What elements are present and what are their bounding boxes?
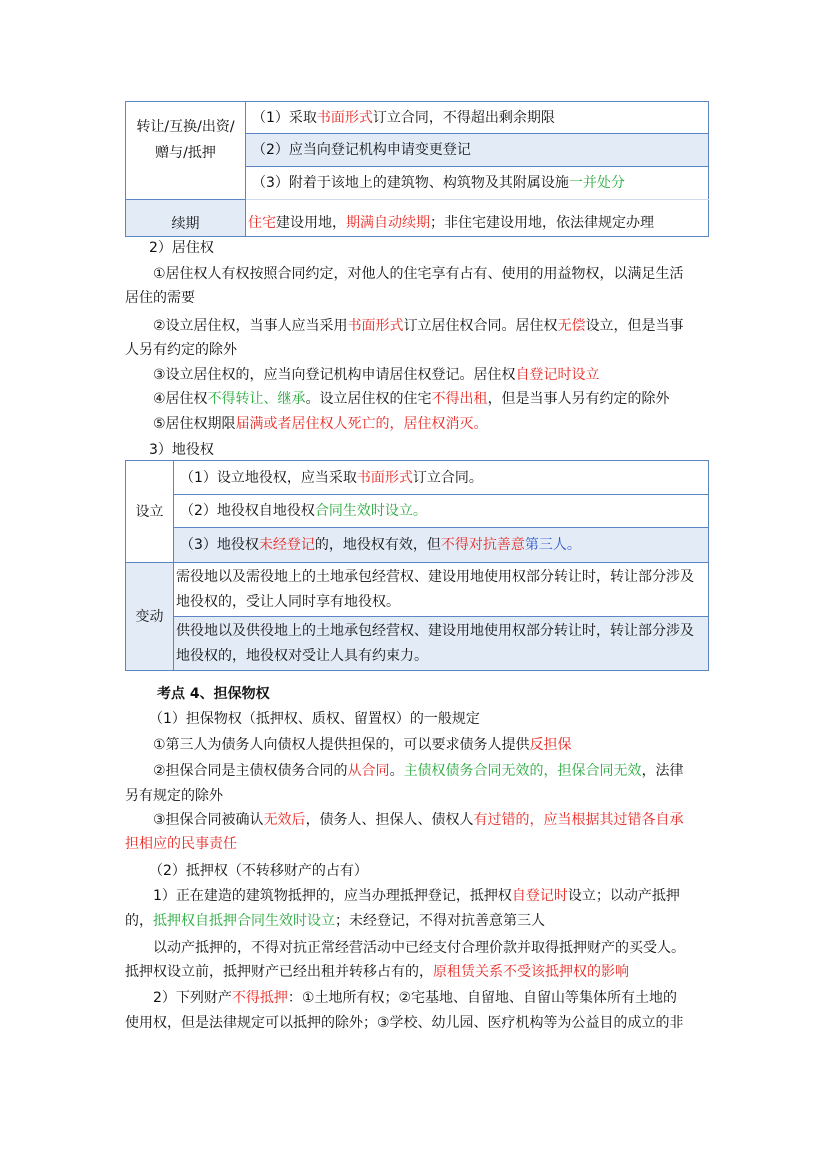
security-para-2: ②担保合同是主债权债务合同的从合同。主债权债务合同无效的，担保合同无效，法律 — [153, 763, 684, 779]
residence-para-3: ③设立居住权的，应当向登记机构申请居住权登记。居住权自登记时设立 — [153, 367, 600, 383]
renewal-row: 住宅建设用地，期满自动续期；非住宅建设用地，依法律规定办理 — [246, 200, 709, 237]
mortgage-para-1-cont: 的，抵押权自抵押合同生效时设立；未经登记，不得对抗善意第三人 — [125, 913, 545, 929]
security-para-3: ③担保合同被确认无效后，债务人、担保人、债权人有过错的，应当根据其过错各自承 — [153, 812, 684, 828]
residence-para-2: ②设立居住权，当事人应当采用书面形式订立居住权合同。居住权无偿设立，但是当事 — [153, 318, 684, 334]
easement-heading: 3）地役权 — [149, 442, 214, 458]
transfer-row-1: （1）采取书面形式订立合同，不得超出剩余期限 — [246, 102, 709, 134]
renewal-label: 续期 — [126, 200, 246, 237]
easement-set-row-1: （1）设立地役权，应当采取书面形式订立合同。 — [174, 461, 709, 495]
mortgage-heading: （2）抵押权（不转移财产的占有） — [149, 863, 368, 879]
mortgage-para-3: 2）下列财产不得抵押：①土地所有权；②宅基地、自留地、自留山等集体所有土地的 — [153, 990, 678, 1006]
transfer-label: 转让/互换/出资/赠与/抵押 — [126, 102, 246, 200]
easement-change-row-1: 需役地以及需役地上的土地承包经营权、建设用地使用权部分转让时，转让部分涉及 地役权的，受让人同时享有地役权。 — [174, 563, 709, 617]
easement-change-label: 变动 — [126, 563, 174, 671]
security-general-heading: （1）担保物权（抵押权、质权、留置权）的一般规定 — [149, 711, 480, 727]
residence-para-2-cont: 人另有约定的除外 — [125, 342, 237, 358]
residence-para-1-cont: 居住的需要 — [125, 290, 195, 306]
easement-set-label: 设立 — [126, 461, 174, 563]
easement-set-row-3: （3）地役权未经登记的，地役权有效，但不得对抗善意第三人。 — [174, 528, 709, 563]
residence-para-1: ①居住权人有权按照合同约定，对他人的住宅享有占有、使用的用益物权，以满足生活 — [153, 266, 684, 282]
easement-change-row-2: 供役地以及供役地上的土地承包经营权、建设用地使用权部分转让时，转让部分涉及 地役权的，地役权对受让人具有约束力。 — [174, 617, 709, 671]
easement-table — [125, 460, 709, 671]
security-para-2-cont: 另有规定的除外 — [125, 788, 223, 804]
section-heading-security: 考点 4、担保物权 — [157, 686, 270, 702]
security-para-3-cont: 担相应的民事责任 — [125, 836, 237, 852]
transfer-row-2: （2）应当向登记机构申请变更登记 — [246, 134, 709, 167]
transfer-row-3: （3）附着于该地上的建筑物、构筑物及其附属设施一并处分 — [246, 167, 709, 200]
mortgage-para-2: 以动产抵押的，不得对抗正常经营活动中已经支付合理价款并取得抵押财产的买受人。 — [153, 940, 685, 956]
mortgage-para-3-cont: 使用权，但是法律规定可以抵押的除外；③学校、幼儿园、医疗机构等为公益目的成立的非 — [125, 1015, 684, 1031]
easement-set-row-2: （2）地役权自地役权合同生效时设立。 — [174, 495, 709, 528]
mortgage-para-2-cont: 抵押权设立前，抵押财产已经出租并转移占有的，原租赁关系不受该抵押权的影响 — [125, 964, 629, 980]
land-use-transfer-table — [125, 101, 709, 237]
residence-para-4: ④居住权不得转让、继承。设立居住权的住宅不得出租，但是当事人另有约定的除外 — [153, 391, 670, 407]
residence-para-5: ⑤居住权期限届满或者居住权人死亡的，居住权消灭。 — [153, 416, 488, 432]
residence-heading: 2）居住权 — [149, 240, 214, 256]
mortgage-para-1: 1）正在建造的建筑物抵押的，应当办理抵押登记，抵押权自登记时设立；以动产抵押 — [153, 888, 680, 904]
security-para-1: ①第三人为债务人向债权人提供担保的，可以要求债务人提供反担保 — [153, 737, 572, 753]
